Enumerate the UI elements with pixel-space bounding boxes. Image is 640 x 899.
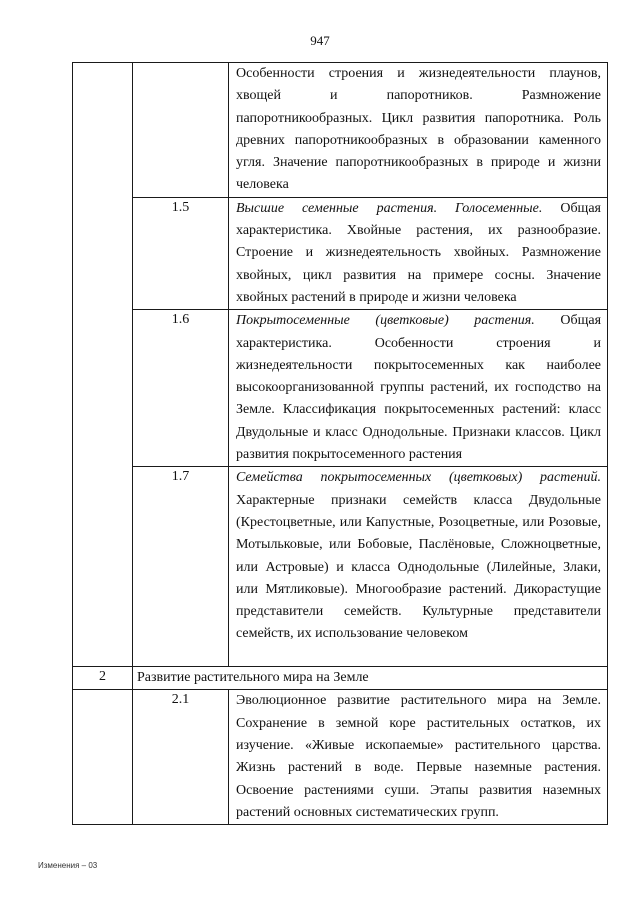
- table-row: [73, 467, 608, 667]
- section-number-cell: [73, 690, 133, 825]
- topic-number-cell: 2.1: [133, 690, 229, 825]
- topic-content-cell: [229, 690, 608, 825]
- topic-content-cell: [229, 63, 608, 198]
- footer-revision-note: Изменения – 03: [38, 861, 98, 870]
- table-row: [73, 690, 608, 825]
- topic-content-cell: [229, 467, 608, 667]
- topic-text: Эволюционное развитие растительного мира на Земле. Сохранение в земной коре растительных остатков, их изучение. «Живые ископаемые» растительного царства. Жизнь растений в воде. Первые наземные растения. Освоение растениями суши. Этапы развития наземных растений основных систематических групп.: [236, 693, 601, 820]
- curriculum-table: [72, 62, 608, 825]
- topic-number-cell: 1.6: [133, 310, 229, 467]
- topic-lead: Покрытосеменные (цветковые) растения.: [236, 313, 535, 329]
- topic-content-cell: [229, 310, 608, 467]
- section-number-cell: [73, 63, 133, 667]
- table-row: [73, 197, 608, 309]
- table-row: [73, 63, 608, 198]
- topic-number-cell: [133, 63, 229, 198]
- topic-number-cell: 1.5: [133, 197, 229, 309]
- topic-number-cell: 1.7: [133, 467, 229, 667]
- topic-lead: Высшие семенные растения. Голосеменные.: [236, 200, 543, 216]
- table-row: [73, 310, 608, 467]
- topic-content-cell: [229, 197, 608, 309]
- topic-text: Характерные признаки семейств класса Двудольные (Крестоцветные, или Капустные, Розоцветные, или Розовые, Мотыльковые, или Бобовые, Паслёновые, Сложноцветные, или Астровые) и класса Однодольные (Лилейные, Злаки, или Мятликовые). Многообразие растений. Дикорастущие представители семейств. Культурные представители семейств, их использование человеком: [236, 492, 601, 642]
- section-row: [73, 667, 608, 690]
- topic-text: Общая характеристика. Особенности строения и жизнедеятельности покрытосеменных как наиболее высокоорганизованной группы растений, их господство на Земле. Классификация покрытосеменных растений: класс Двудольные и класс Однодольные. Признаки классов. Цикл развития покрытосеменного растения: [236, 313, 602, 463]
- page-number: 947: [310, 33, 330, 48]
- topic-text: Особенности строения и жизнедеятельности плаунов, хвощей и папоротников. Размножение папоротникообразных. Цикл развития папоротника. Роль древних папоротникообразных в образовании каменного угля. Значение папоротникообразных в природе и жизни человека: [236, 66, 601, 193]
- section-number-cell: 2: [73, 667, 133, 690]
- topic-text: Общая характеристика. Хвойные растения, их разнообразие. Строение и жизнедеятельность хвойных. Размножение хвойных, цикл развития на примере сосны. Значение хвойных растений в природе и жизни человека: [236, 200, 601, 305]
- topic-lead: Семейства покрытосеменных (цветковых) растений.: [236, 470, 601, 486]
- section-title: Развитие растительного мира на Земле: [133, 667, 608, 690]
